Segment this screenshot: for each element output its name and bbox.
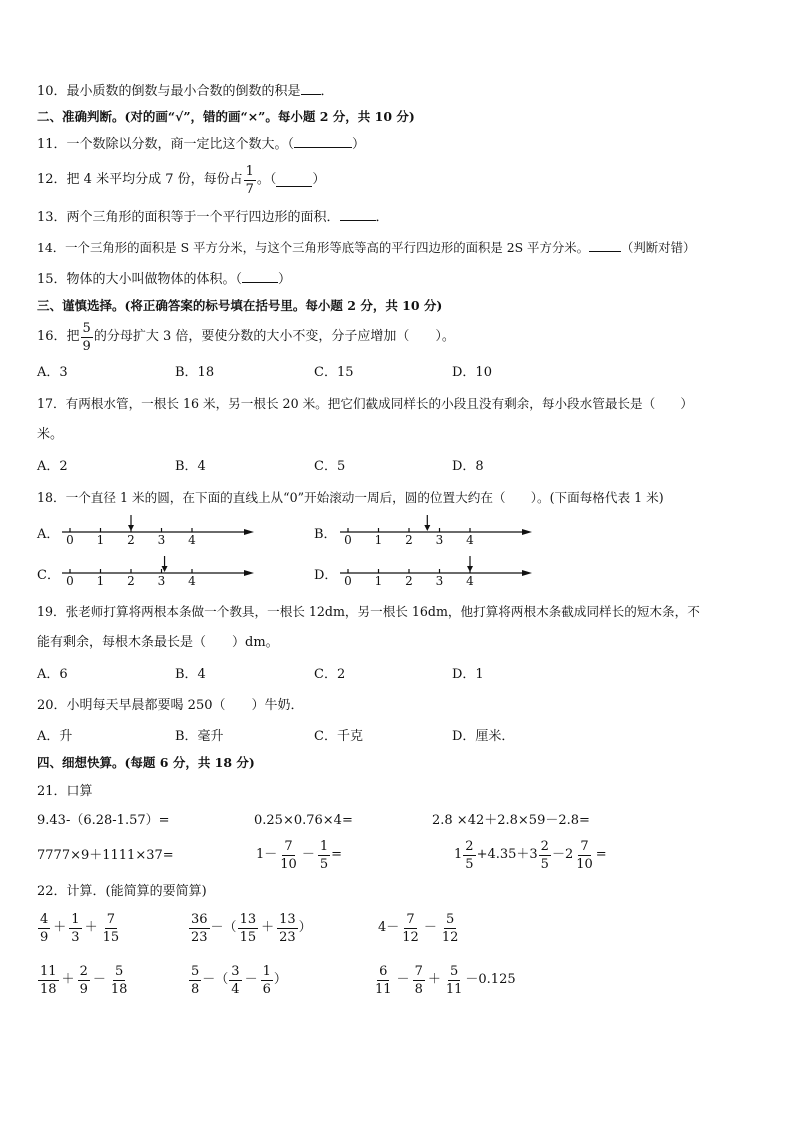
question-22-title: 22．计算．(能简算的要简算) (37, 884, 207, 899)
q20-option-b[interactable]: B．毫升 (175, 729, 224, 744)
answer-blank[interactable] (589, 239, 621, 252)
q17-option-b[interactable]: B．4 (175, 459, 206, 474)
position-arrow-head (162, 566, 168, 572)
tick-label: 1 (96, 533, 105, 547)
question-13: 13．两个三角形的面积等于一个平行四边形的面积． ． (37, 210, 389, 225)
tick-label: 0 (344, 574, 352, 588)
q22-expr-5: 5 8 －（ 3 4 － 1 6 ） (191, 963, 287, 997)
tick-label: 4 (466, 533, 474, 547)
fraction: 1 7 (245, 163, 254, 197)
question-16: 16．把 5 9 的分母扩大 3 倍，要使分数的大小不变，分子应增加（ ）。 (37, 320, 455, 354)
fraction: 5 9 (82, 320, 91, 354)
tick-label: 1 (96, 574, 105, 588)
q22-expr-2: 36 23 －（ 13 15 ＋ 13 23 ） (191, 911, 312, 945)
q19-option-d[interactable]: D．1 (452, 667, 484, 682)
question-11: 11．一个数除以分数，商一定比这个数大。（ ） (37, 137, 366, 152)
tick-label: 2 (127, 533, 135, 547)
tick-label: 0 (66, 574, 74, 588)
tick-label: 3 (435, 574, 444, 588)
tick-label: 1 (374, 574, 383, 588)
q17-option-a[interactable]: A．2 (37, 459, 68, 474)
question-19: 19．张老师打算将两根本条做一个教具，一根长 12dm，另一根长 16dm，他打算将两根木条截成同样长的短木条，不 (37, 604, 700, 619)
position-arrow-head (424, 525, 430, 531)
tick-label: 2 (127, 574, 135, 588)
arrowhead-icon (522, 529, 532, 535)
q21-expr-6: 1 2 5 +4.35＋3 2 5 －2 $\frac{7}{10}$ = (454, 838, 607, 872)
tick-label: 3 (157, 574, 166, 588)
question-19-cont: 能有剩余，每根木条最长是（ ）dm。 (37, 635, 279, 650)
q20-option-a[interactable]: A．升 (37, 729, 73, 744)
tick-label: 3 (157, 533, 166, 547)
answer-blank[interactable] (294, 135, 352, 148)
question-10: 10．最小质数的倒数与最小合数的倒数的积是 ． (37, 84, 334, 99)
answer-blank[interactable] (242, 270, 278, 283)
number-line-b (338, 512, 538, 552)
number-line-a (60, 512, 260, 552)
q22-expr-6: 6 11 － 7 8 ＋ 5 11 －0.125 (375, 963, 516, 997)
q19-option-a[interactable]: A．6 (37, 667, 68, 682)
question-21-title: 21．口算 (37, 784, 93, 799)
question-17: 17．有两根水管，一根长 16 米，另一根长 20 米。把它们截成同样长的小段且没有剩余，每小段水管最长是（ ） (37, 396, 693, 411)
q18-option-c[interactable]: C． (37, 568, 60, 583)
q21-expr-5: 1－ 7 10 － $\frac{1}{5}$ = (256, 838, 343, 872)
q22-expr-3: 4－ 7 12 － 5 12 (378, 911, 459, 945)
section-2-heading: 二、准确判断。(对的画“√”，错的画“×”。每小题 2 分，共 10 分) (37, 109, 415, 124)
arrowhead-icon (244, 570, 254, 576)
q19-option-c[interactable]: C．2 (314, 667, 346, 682)
question-20: 20．小明每天早晨都要喝 250（ ）牛奶． (37, 698, 304, 713)
q18-option-b[interactable]: B． (314, 527, 337, 542)
answer-blank[interactable] (276, 174, 312, 187)
q16-option-a[interactable]: A．3 (37, 365, 68, 380)
tick-label: 4 (188, 574, 196, 588)
q17-option-c[interactable]: C．5 (314, 459, 346, 474)
question-14: 14．一个三角形的面积是 S 平方分米，与这个三角形等底等高的平行四边形的面积是 2S 平方分米。 （判断对错） (37, 240, 696, 255)
q19-option-b[interactable]: B．4 (175, 667, 206, 682)
q20-option-d[interactable]: D．厘米． (452, 729, 515, 744)
question-17-cont: 米。 (37, 427, 64, 442)
section-3-heading: 三、谨慎选择。(将正确答案的标号填在括号里。每小题 2 分，共 10 分) (37, 298, 443, 313)
q18-option-d[interactable]: D． (314, 568, 338, 583)
tick-label: 4 (466, 574, 474, 588)
tick-label: 0 (66, 533, 74, 547)
tick-label: 0 (344, 533, 352, 547)
position-arrow-head (467, 566, 473, 572)
q22-expr-1: 4 9 ＋ 1 3 ＋ 7 15 (40, 911, 120, 945)
q21-expr-4: 7777×9＋1111×37= (37, 848, 174, 863)
q17-option-d[interactable]: D．8 (452, 459, 484, 474)
tick-label: 2 (405, 533, 413, 547)
q22-expr-4: 11 18 ＋ 2 9 － 5 18 (40, 963, 128, 997)
tick-label: 1 (374, 533, 383, 547)
number-line-d (338, 553, 538, 593)
q16-option-d[interactable]: D．10 (452, 365, 492, 380)
q20-option-c[interactable]: C．千克 (314, 729, 363, 744)
answer-blank[interactable] (301, 82, 321, 95)
q16-option-b[interactable]: B．18 (175, 365, 215, 380)
number-line-c (60, 553, 260, 593)
question-18: 18．一个直径 1 米的圆，在下面的直线上从“0”开始滚动一周后，圆的位置大约在（ ）。(下面每格代表 1 米) (37, 490, 664, 505)
question-15: 15．物体的大小叫做物体的体积。（ ） (37, 272, 292, 287)
arrowhead-icon (522, 570, 532, 576)
answer-blank[interactable] (340, 208, 376, 221)
q18-option-a[interactable]: A． (37, 527, 60, 542)
q21-expr-2: 0.25×0.76×4= (254, 813, 353, 828)
tick-label: 2 (405, 574, 413, 588)
q16-option-c[interactable]: C．15 (314, 365, 354, 380)
position-arrow-head (128, 525, 134, 531)
q21-expr-1: 9.43-（6.28-1.57）= (37, 813, 170, 828)
tick-label: 4 (188, 533, 196, 547)
arrowhead-icon (244, 529, 254, 535)
section-4-heading: 四、细想快算。(每题 6 分，共 18 分) (37, 755, 255, 770)
q21-expr-3: 2.8 ×42＋2.8×59－2.8= (432, 813, 590, 828)
tick-label: 3 (435, 533, 444, 547)
question-12: 12．把 4 米平均分成 7 份，每份占 1 7 。（ ） (37, 163, 326, 197)
